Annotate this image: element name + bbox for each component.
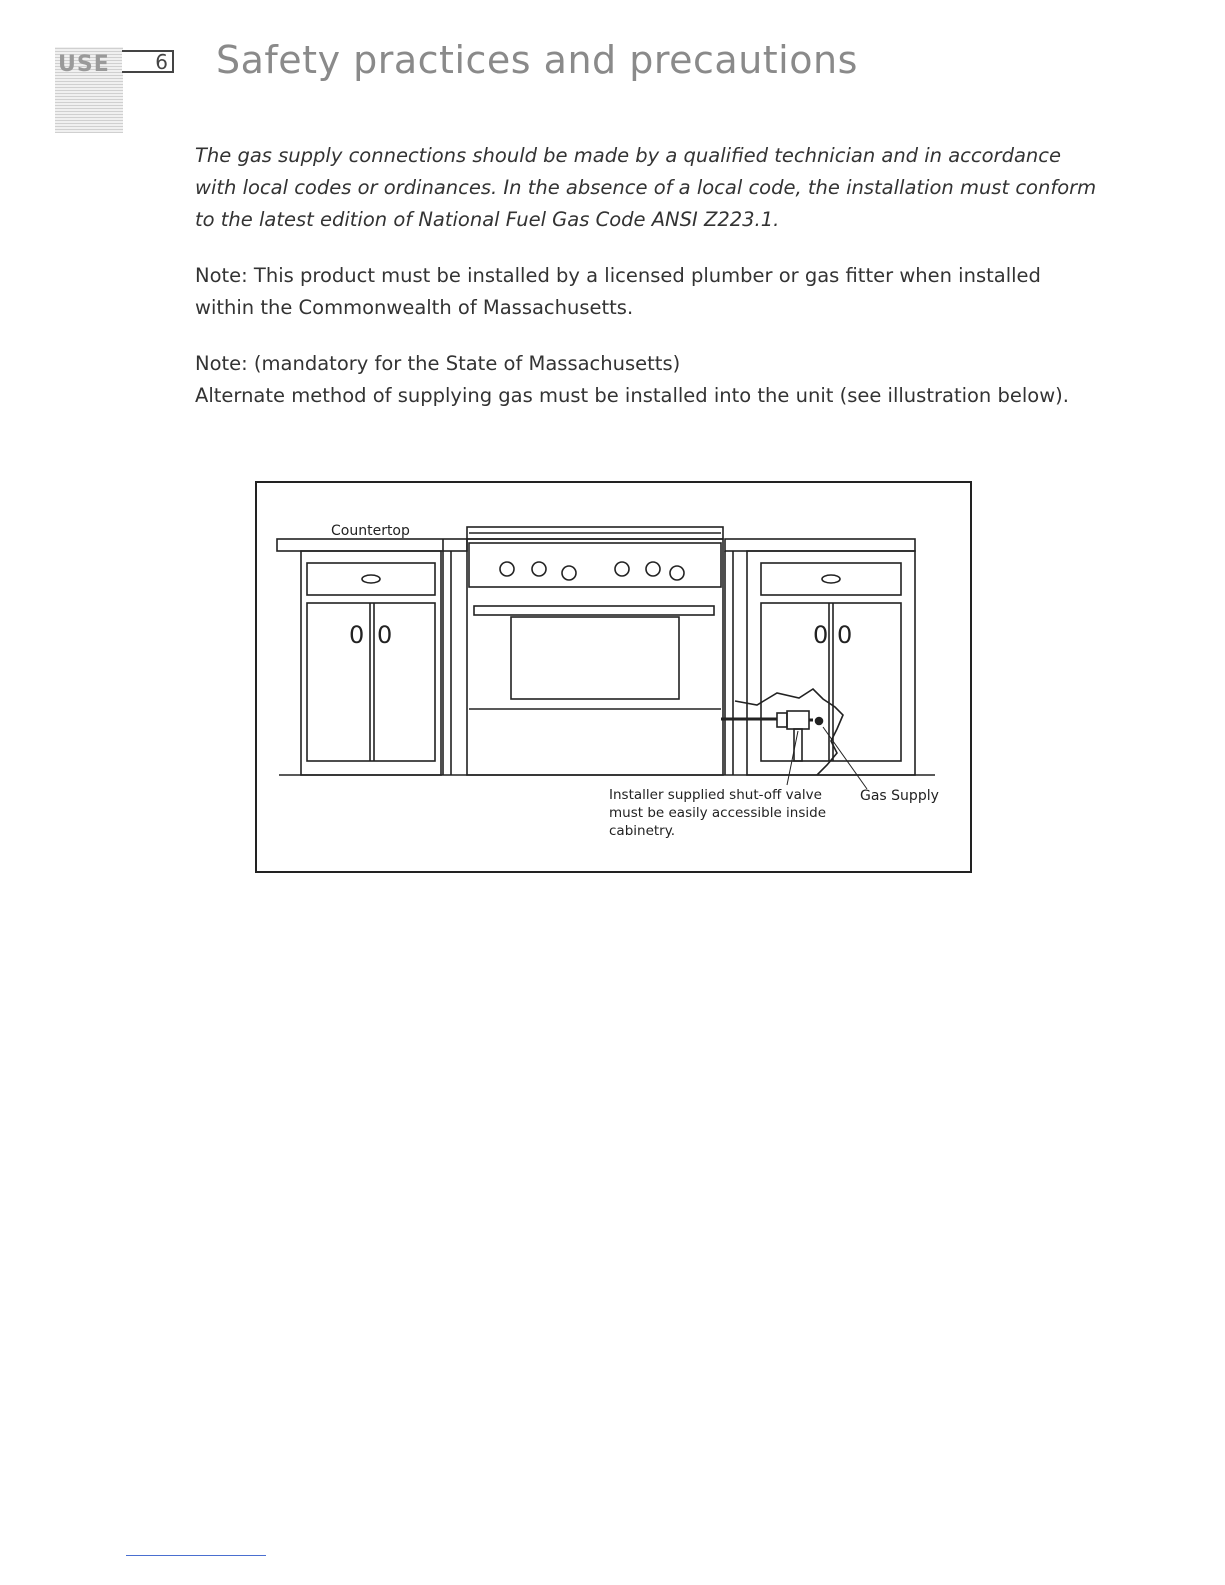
range-knob-1 [500, 562, 514, 576]
gas-supply-label: Gas Supply [860, 788, 939, 804]
left-door-knob-right: 0 [377, 621, 393, 649]
diagram-svg [257, 483, 974, 875]
note-mandatory-line1: Note: (mandatory for the State of Massachusetts) [195, 352, 681, 375]
page-number: 6 [155, 50, 168, 74]
oven-handle [474, 606, 714, 615]
right-drawer [761, 563, 901, 595]
left-door-knob-left: 0 [349, 621, 365, 649]
left-drawer [307, 563, 435, 595]
valve-leader-line [787, 731, 798, 785]
oven-window [511, 617, 679, 699]
left-cabinet [301, 551, 441, 775]
right-countertop [725, 539, 915, 551]
intro-paragraph: The gas supply connections should be made by a qualified technician and in accordance with local codes or ordinances. In the absence of a local code, the installation must conform to the latest edition of National Fuel Gas Code ANSI Z223.1. [195, 144, 1097, 231]
valve-label-line3: cabinetry. [609, 823, 676, 839]
range-knob-6 [670, 566, 684, 580]
shutoff-valve [787, 711, 809, 729]
installation-diagram [255, 481, 972, 873]
left-drawer-handle [362, 575, 380, 583]
valve-label-line1: Installer supplied shut-off valve [609, 787, 822, 803]
pipe-fitting [777, 713, 787, 727]
left-door-frame [307, 603, 435, 761]
page-number-box [122, 50, 174, 73]
range-knob-4 [615, 562, 629, 576]
note-massachusetts-plumber: Note: This product must be installed by a licensed plumber or gas fitter when installed within the Commonwealth of Massachusetts. [195, 264, 1041, 319]
right-drawer-handle [822, 575, 840, 583]
section-tab-label: USE [58, 52, 110, 77]
body-content [195, 140, 1105, 436]
left-countertop [277, 539, 467, 551]
range-control-panel [469, 543, 721, 587]
footer-rule [126, 1555, 266, 1556]
countertop-label: Countertop [331, 523, 410, 539]
valve-label-line2: must be easily accessible inside [609, 805, 827, 821]
right-door-knob-left: 0 [813, 621, 829, 649]
range-knob-3 [562, 566, 576, 580]
range-knob-5 [646, 562, 660, 576]
note-mandatory [195, 348, 1105, 412]
range-knob-2 [532, 562, 546, 576]
note-mandatory-line2: Alternate method of supplying gas must be installed into the unit (see illustration below). [195, 384, 1069, 407]
gas-supply-outlet [816, 718, 823, 725]
right-door-frame [761, 603, 901, 761]
right-door-knob-right: 0 [837, 621, 853, 649]
page-title: Safety practices and precautions [216, 38, 858, 82]
